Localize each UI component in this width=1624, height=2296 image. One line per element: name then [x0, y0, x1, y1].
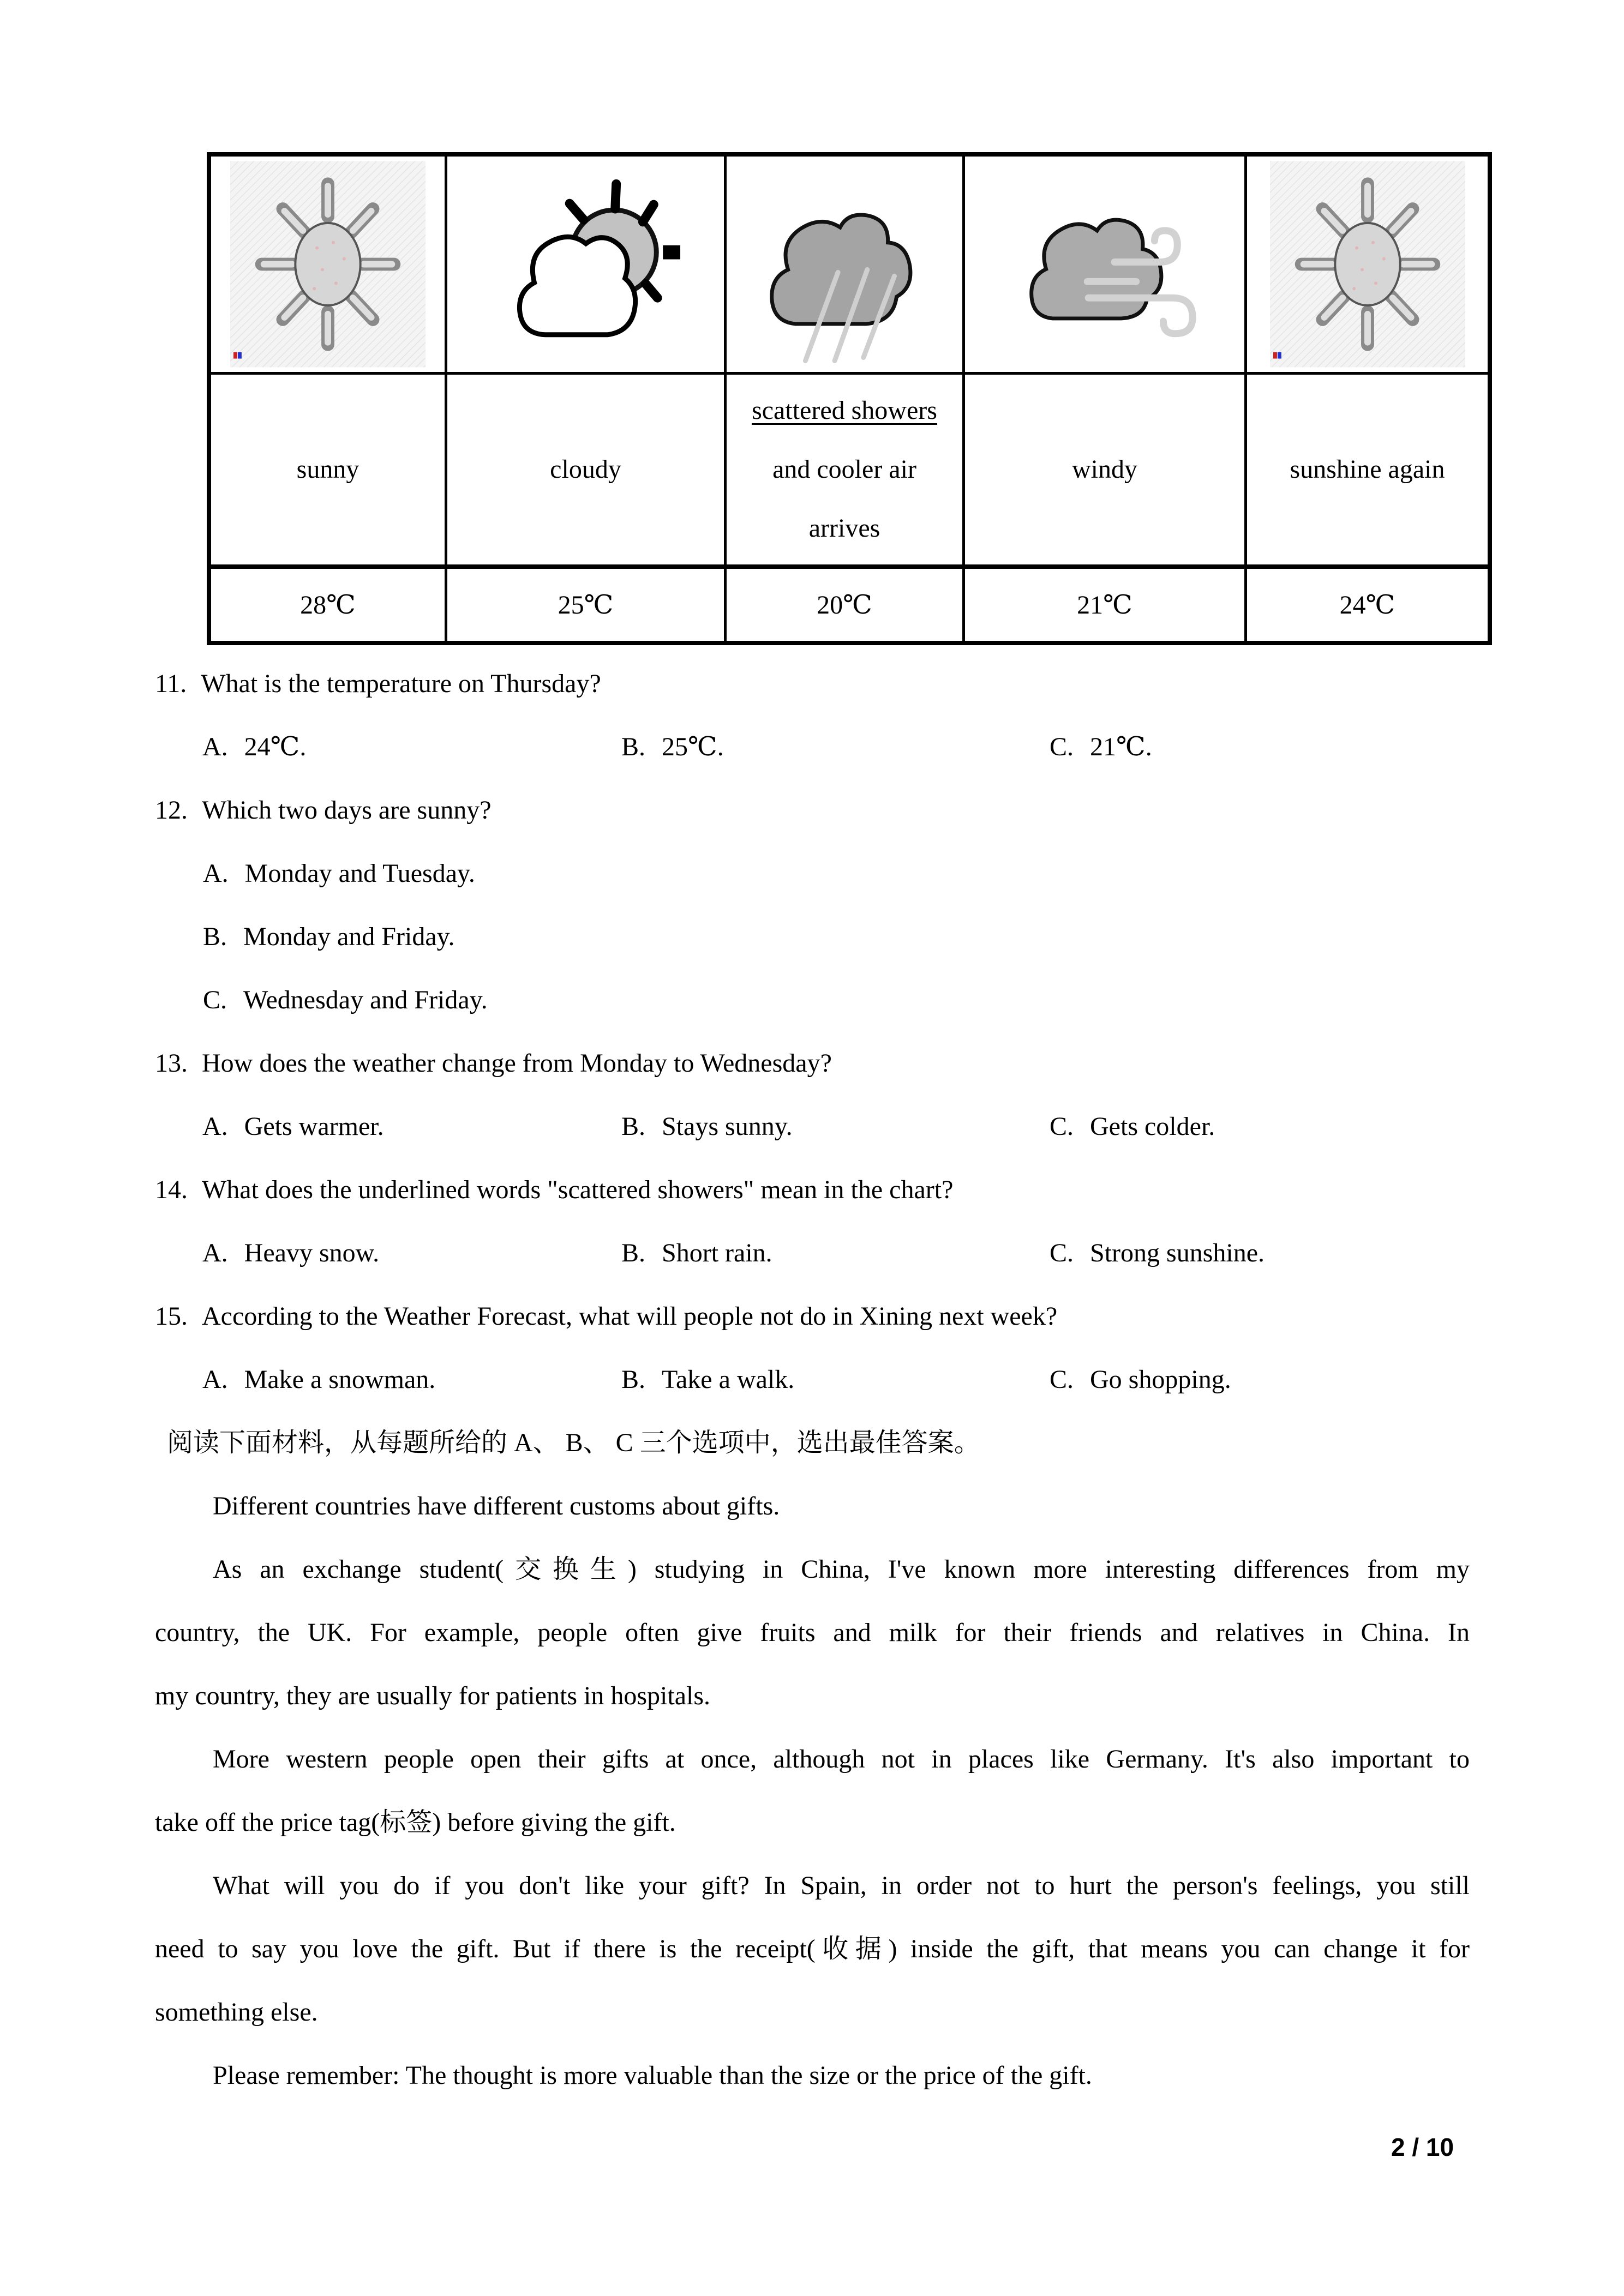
question-12 — [155, 779, 1470, 842]
cell-icon-cloudy — [447, 157, 727, 375]
question-15 — [155, 1285, 1470, 1348]
question-11-options — [155, 716, 1470, 779]
cell-label-sunny — [211, 375, 447, 569]
weather-label: sunny — [296, 455, 359, 484]
question-text: What is the temperature on Thursday? — [201, 669, 601, 698]
option-a: A. 24℃. — [202, 732, 307, 761]
question-text: What does the underlined words "scattered showers" mean in the chart? — [202, 1175, 954, 1204]
option-b: B. Short rain. — [621, 1239, 772, 1267]
cell-temp-tuesday — [447, 569, 727, 641]
cell-label-windy — [965, 375, 1247, 569]
question-text: Which two days are sunny? — [202, 796, 492, 825]
question-15-options — [155, 1348, 1470, 1411]
passage-paragraph-4-line-3: something else. — [155, 1998, 318, 2027]
question-text: How does the weather change from Monday to Wednesday? — [202, 1049, 832, 1078]
option-b: B. Stays sunny. — [621, 1112, 793, 1141]
passage-paragraph-3-line-1: More western people open their gifts at once, although not in places like Germany. It's also important to — [213, 1745, 1470, 1774]
cell-temp-monday — [211, 569, 447, 641]
cell-label-sunshine — [1247, 375, 1488, 569]
question-12-option-b: B. Monday and Friday. — [203, 922, 455, 951]
question-13 — [155, 1032, 1470, 1095]
rain-cloud-icon — [747, 161, 942, 368]
chinese-instruction: 阅读下面材料，从每题所给的 A、 B、 C 三个选项中，选出最佳答案。 — [167, 1428, 980, 1457]
sun-icon — [230, 161, 426, 368]
option-b: B. 25℃. — [621, 732, 724, 761]
question-number: 11. — [155, 669, 187, 698]
weather-label: cloudy — [550, 455, 621, 484]
question-14-options — [155, 1222, 1470, 1285]
passage-paragraph-2-line-3: my country, they are usually for patients in hospitals. — [155, 1681, 711, 1710]
option-c: C. 21℃. — [1050, 732, 1152, 761]
weather-label-underlined: scattered showers — [752, 396, 937, 425]
temperature-value: 28℃ — [300, 591, 356, 620]
cell-temp-thursday — [965, 569, 1247, 641]
weather-label: arrives — [808, 514, 880, 543]
question-number: 15. — [155, 1302, 188, 1331]
question-number: 14. — [155, 1175, 188, 1204]
option-c: C. Go shopping. — [1050, 1365, 1231, 1394]
question-number: 13. — [155, 1049, 188, 1078]
temperature-value: 24℃ — [1339, 591, 1395, 620]
cell-icon-showers — [727, 157, 965, 375]
option-a: A. Gets warmer. — [202, 1112, 384, 1141]
option-a: A. Heavy snow. — [202, 1239, 380, 1267]
passage-paragraph-4-line-1: What will you do if you don't like your gift? In Spain, in order not to hurt the person's feelings, you still — [213, 1871, 1470, 1900]
weather-label: and cooler air — [772, 455, 916, 484]
temperature-value: 20℃ — [817, 591, 872, 620]
question-14 — [155, 1158, 1470, 1222]
weather-label: sunshine again — [1290, 455, 1445, 484]
question-text: According to the Weather Forecast, what will people not do in Xining next week? — [202, 1302, 1058, 1331]
sun-icon — [1270, 161, 1465, 368]
cell-label-cloudy — [447, 375, 727, 569]
weather-forecast-table — [207, 152, 1492, 645]
cell-label-showers — [727, 375, 965, 569]
question-12-option-a: A. Monday and Tuesday. — [203, 859, 475, 888]
temperature-value: 21℃ — [1077, 591, 1132, 620]
cell-temp-wednesday — [727, 569, 965, 641]
question-11 — [155, 652, 1470, 716]
cell-temp-friday — [1247, 569, 1488, 641]
temperature-value: 25℃ — [558, 591, 614, 620]
weather-label: windy — [1072, 455, 1137, 484]
passage-paragraph-4-line-2: need to say you love the gift. But if there is the receipt(收据) inside the gift, that means you can change it for — [155, 1934, 1470, 1963]
cell-icon-sunshine — [1247, 157, 1488, 375]
partly-cloudy-icon — [488, 161, 684, 368]
passage-paragraph-1: Different countries have different customs about gifts. — [213, 1492, 780, 1520]
passage-paragraph-5: Please remember: The thought is more valuable than the size or the price of the gift. — [213, 2061, 1092, 2090]
passage-paragraph-3-line-2: take off the price tag(标签) before giving the gift. — [155, 1808, 676, 1837]
cell-icon-windy — [965, 157, 1247, 375]
option-c: C. Strong sunshine. — [1050, 1239, 1265, 1267]
passage-paragraph-2-line-2: country, the UK. For example, people often give fruits and milk for their friends and relatives in China. In — [155, 1618, 1470, 1647]
cell-icon-sunny — [211, 157, 447, 375]
question-13-options — [155, 1095, 1470, 1158]
question-section — [155, 652, 1470, 2107]
passage-paragraph-2-line-1: As an exchange student(交换生) studying in China, I've known more interesting differences from my — [213, 1555, 1470, 1584]
option-b: B. Take a walk. — [621, 1365, 795, 1394]
windy-cloud-icon — [1007, 161, 1202, 368]
option-c: C. Gets colder. — [1050, 1112, 1215, 1141]
question-12-option-c: C. Wednesday and Friday. — [203, 985, 488, 1014]
question-number: 12. — [155, 796, 188, 825]
option-a: A. Make a snowman. — [202, 1365, 436, 1394]
page-number: 2 / 10 — [1391, 2133, 1454, 2161]
